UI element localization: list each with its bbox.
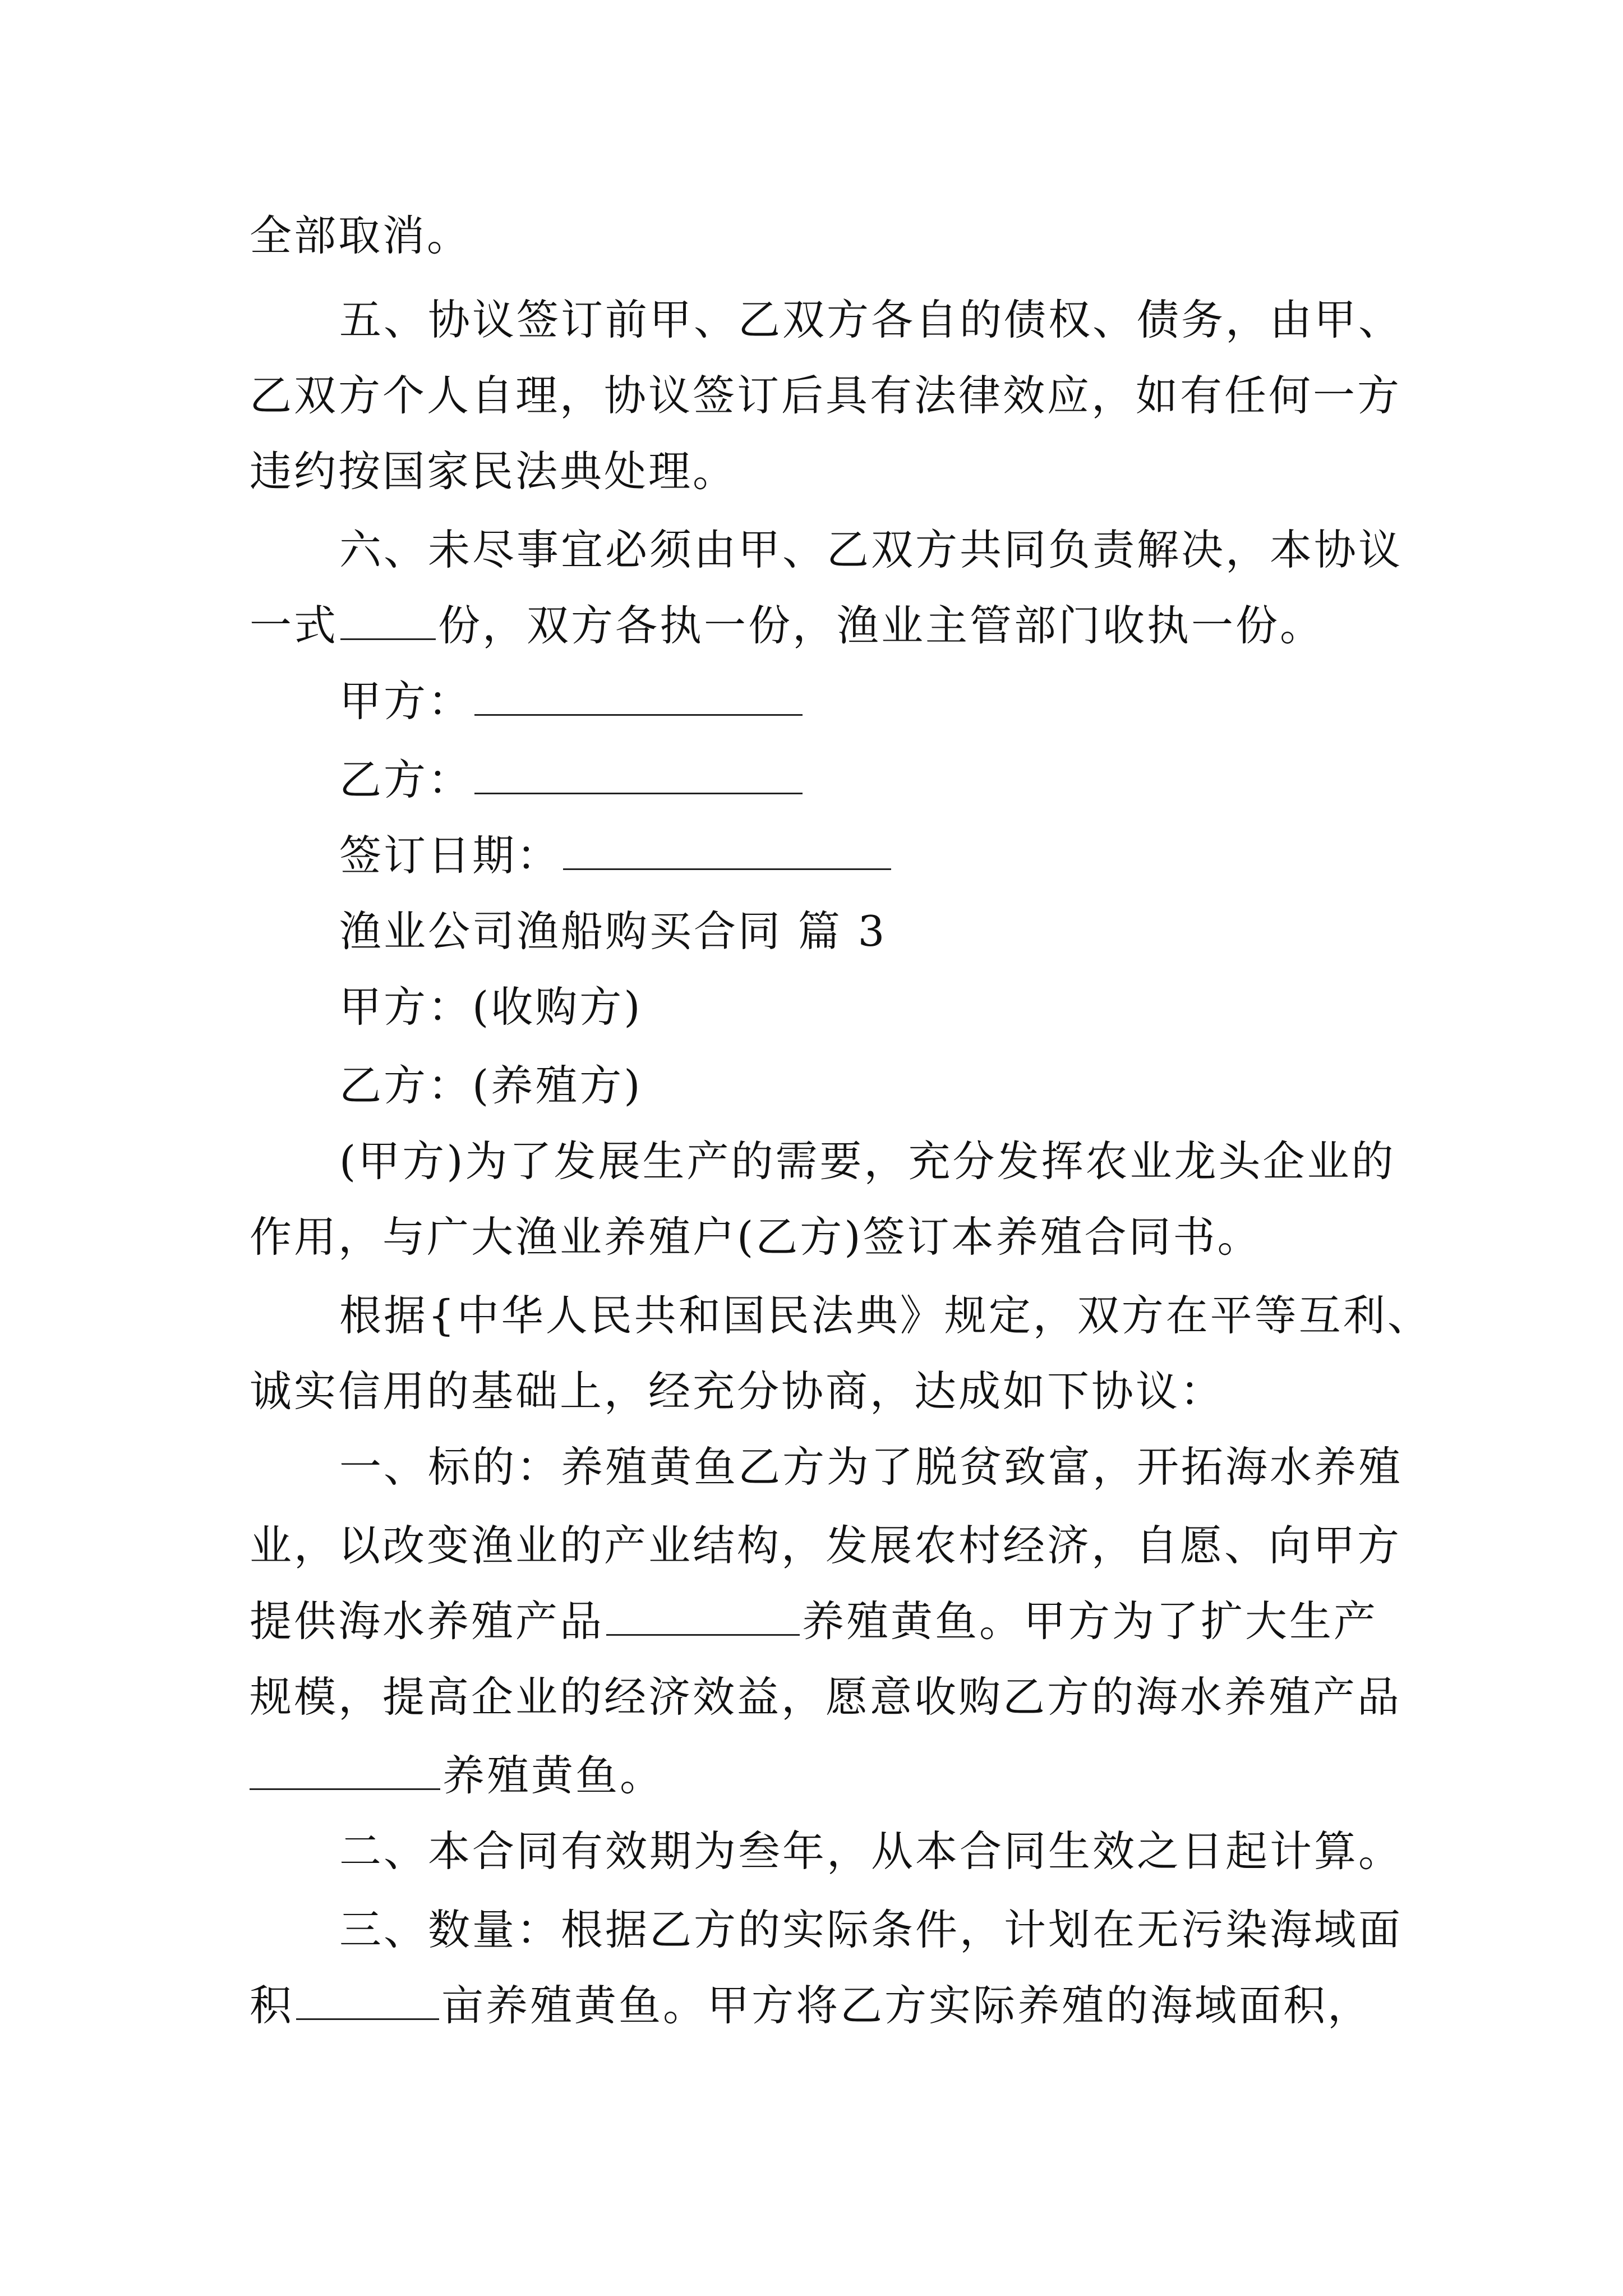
sign-date-blank[interactable] [563,831,891,870]
text-line [250,1517,1401,1573]
line-text: 六、未尽事宜必须由甲、乙双方共同负责解决，本协议 [339,525,1403,574]
section-heading [339,903,887,959]
line-text-before-blank: 提供海水养殖产品 [250,1596,605,1646]
party-b-blank[interactable] [474,756,803,794]
line-text-after-blank: 份，双方各执一份，渔业主管部门收执一份。 [438,601,1325,650]
text-line [250,1209,1262,1265]
sign-date-label: 签订日期： [339,831,561,880]
text-line [339,979,643,1035]
line-text: 五、协议签订前甲、乙双方各自的债权、债务，由甲、 [339,295,1403,344]
text-line [250,1977,1372,2033]
line-text: 全部取消。 [250,211,472,260]
fill-in-blank[interactable] [250,1751,440,1790]
text-line [339,1439,1403,1495]
party-a-signature-line [339,673,805,729]
line-text-before-blank: 积 [250,1981,294,2030]
line-text-after-blank: 养殖黄鱼。甲方为了扩大生产 [802,1596,1378,1646]
text-line [250,1593,1378,1649]
text-line [339,1287,1432,1343]
line-text: 违约按国家民法典处理。 [250,447,737,496]
party-b-signature-line [339,752,805,808]
text-line [250,597,1324,654]
party-a-label: 甲方： [339,677,473,726]
text-line [339,522,1403,578]
text-line [250,443,737,499]
text-line [250,1363,1224,1419]
party-b-label: 乙方： [339,755,473,804]
text-line [339,1057,643,1114]
line-text: 根据{中华人民共和国民法典》规定，双方在平等互利、 [339,1291,1432,1340]
fill-in-blank[interactable] [296,1981,439,2020]
line-text: 规模，提高企业的经济效益，愿意收购乙方的海水养殖产品 [250,1672,1402,1722]
line-text-after-blank: 亩养殖黄鱼。甲方将乙方实际养殖的海域面积， [441,1981,1372,2030]
text-line [339,292,1403,348]
line-text: 甲方：(收购方) [339,982,643,1032]
line-text: 乙方：(养殖方) [339,1061,643,1110]
sign-date-line [339,827,893,884]
text-line [250,1669,1401,1725]
line-text: 业，以改变渔业的产业结构，发展农村经济，自愿、向甲方 [250,1521,1402,1570]
line-text-before-blank: 一式 [250,601,339,650]
text-line [250,1747,664,1803]
fill-in-blank[interactable] [340,601,436,640]
text-line [250,367,1401,424]
party-a-blank[interactable] [474,677,803,716]
text-line [339,1823,1403,1879]
text-line [250,208,471,264]
line-text: (甲方)为了发展生产的需要，充分发挥农业龙头企业的 [339,1137,1396,1186]
line-text-after-blank: 养殖黄鱼。 [442,1751,665,1800]
text-line [339,1902,1403,1958]
fill-in-blank[interactable] [606,1597,800,1636]
line-text: 诚实信用的基础上，经充分协商，达成如下协议： [250,1366,1225,1416]
line-text: 二、本合同有效期为叁年，从本合同生效之日起计算。 [339,1826,1403,1876]
heading-text: 渔业公司渔船购买合同 篇 3 [339,907,887,956]
line-text: 一、标的：养殖黄鱼乙方为了脱贫致富，开拓海水养殖 [339,1442,1403,1492]
text-line [339,1133,1396,1189]
line-text: 乙双方个人自理，协议签订后具有法律效应，如有任何一方 [250,371,1402,420]
line-text: 三、数量：根据乙方的实际条件，计划在无污染海域面 [339,1905,1403,1954]
line-text: 作用，与广大渔业养殖户(乙方)签订本养殖合同书。 [250,1212,1262,1262]
